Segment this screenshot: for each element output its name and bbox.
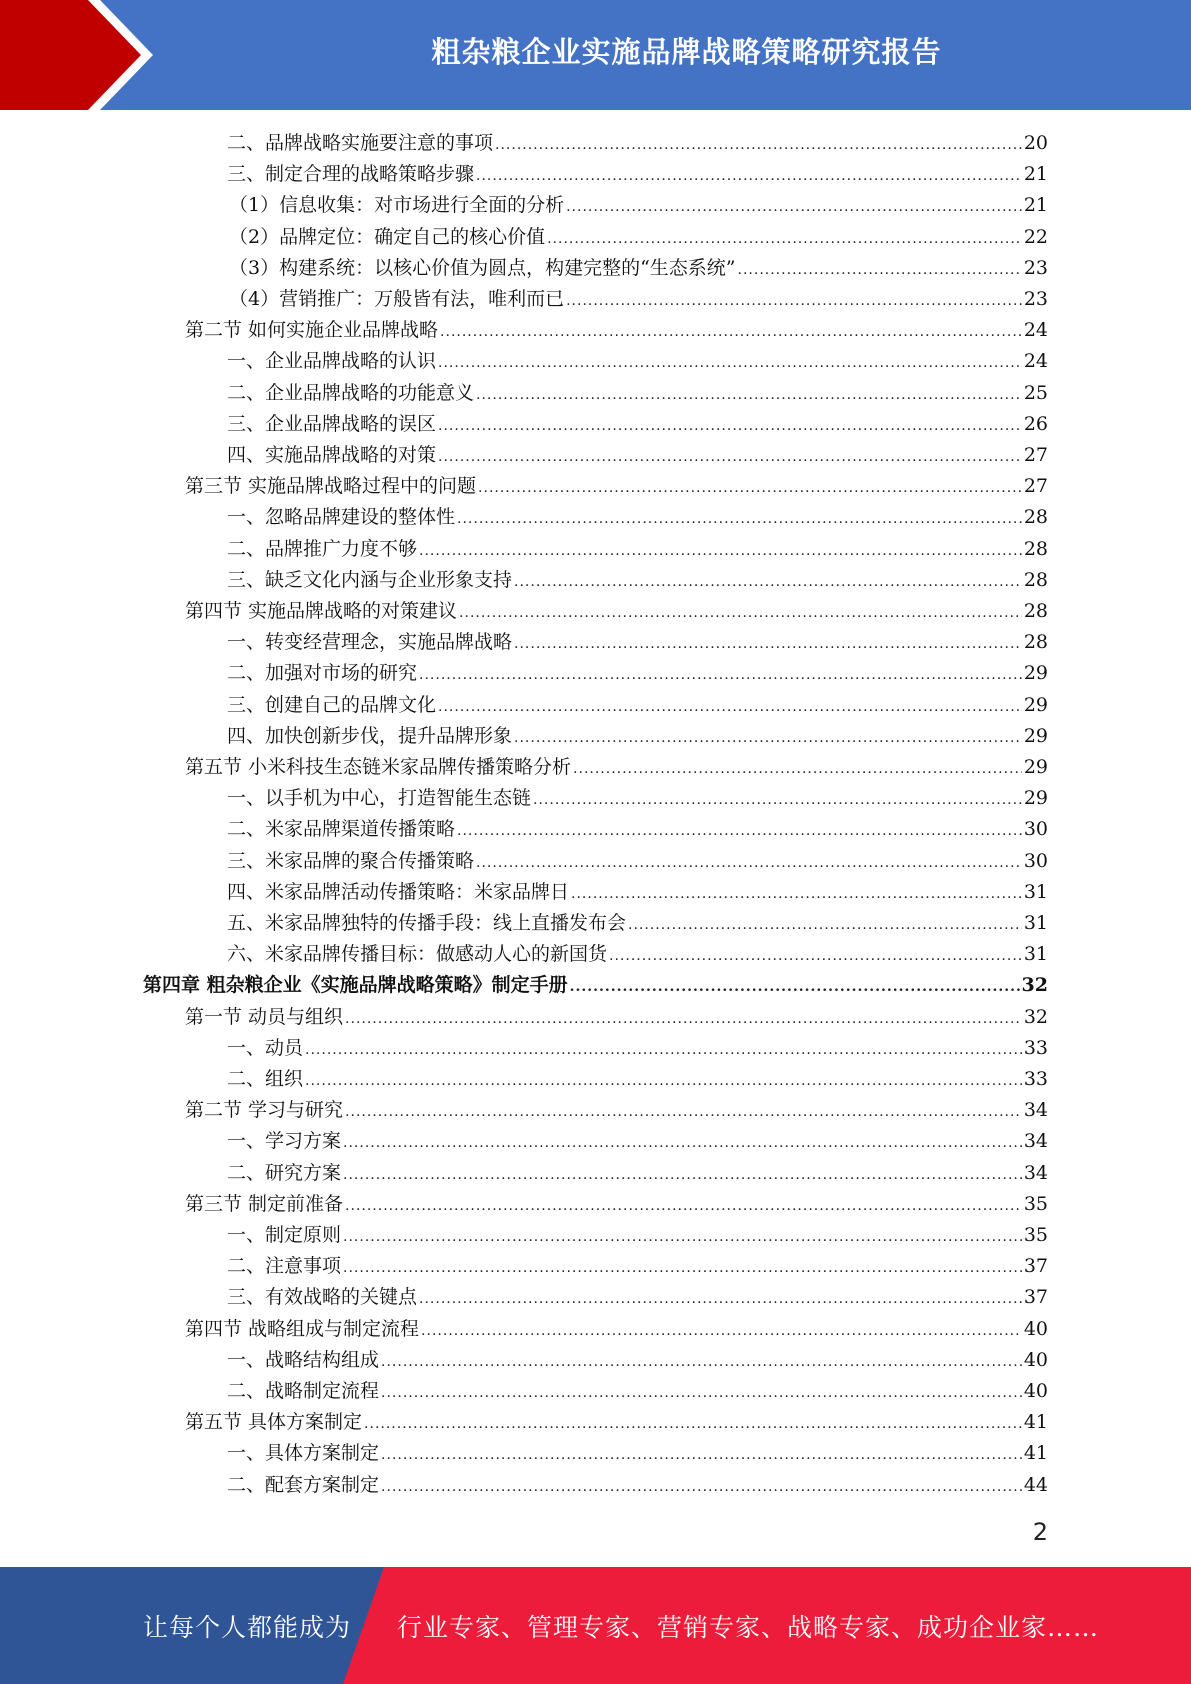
toc-entry-page: 29 [1023,787,1048,810]
toc-entry-page: 40 [1023,1348,1048,1371]
toc-entry-label: （1）信息收集：对市场进行全面的分析 [229,194,565,217]
toc-leader-dots [364,1409,1022,1439]
toc-leader-dots [421,1316,1022,1346]
toc-entry[interactable] [227,877,1048,907]
toc-entry[interactable] [185,1189,1048,1219]
toc-entry-label: 一、战略结构组成 [227,1348,380,1371]
toc-entry-label: 第三节 制定前准备 [185,1192,344,1215]
toc-entry[interactable] [227,1438,1048,1468]
toc-entry[interactable] [227,534,1048,564]
toc-entry-label: 三、创建自己的品牌文化 [227,693,437,716]
toc-entry-page: 24 [1023,319,1048,342]
toc-leader-dots [459,598,1022,628]
toc-entry[interactable] [227,939,1048,969]
toc-entry[interactable] [185,1095,1048,1125]
toc-entry[interactable] [227,378,1048,408]
toc-entry[interactable] [229,253,1048,283]
toc-entry-page: 21 [1023,194,1048,217]
toc-leader-dots [571,879,1022,909]
toc-leader-dots [343,1222,1022,1252]
toc-leader-dots [343,1160,1022,1190]
toc-entry-label: 一、企业品牌战略的认识 [227,350,437,373]
toc-entry-label: 一、转变经营理念，实施品牌战略 [227,631,513,654]
toc-entry[interactable] [185,315,1048,345]
toc-entry-page: 29 [1023,693,1048,716]
toc-entry-page: 28 [1023,631,1048,654]
toc-entry[interactable] [227,1064,1048,1094]
toc-entry[interactable] [185,752,1048,782]
toc-entry-label: 一、动员 [227,1036,304,1059]
toc-entry-page: 33 [1023,1068,1048,1090]
toc-entry-page: 34 [1023,1130,1048,1153]
toc-leader-dots [345,1191,1022,1221]
toc-entry[interactable] [227,658,1048,688]
toc-entry-page: 40 [1023,1317,1048,1340]
document-title-text: 粗杂粮企业实施品牌战略策略研究报告 [431,34,942,69]
toc-entry[interactable] [227,409,1048,439]
toc-entry[interactable] [185,1407,1048,1437]
toc-leader-dots [533,785,1022,815]
toc-entry[interactable] [229,190,1048,220]
toc-leader-dots [514,629,1022,659]
toc-entry-page: 21 [1023,163,1048,186]
toc-entry[interactable] [227,846,1048,876]
toc-entry[interactable] [227,627,1048,657]
toc-leader-dots [381,1440,1022,1470]
toc-entry[interactable] [227,128,1048,158]
toc-entry-label: 五、米家品牌独特的传播手段：线上直播发布会 [227,912,627,934]
toc-entry-page: 37 [1023,1255,1048,1278]
toc-leader-dots [381,1347,1022,1377]
toc-entry-page: 32 [1021,974,1048,997]
toc-entry[interactable] [227,1251,1048,1281]
toc-leader-dots [570,972,1020,1002]
toc-entry-label: 三、制定合理的战略策略步骤 [227,163,475,186]
toc-entry[interactable] [185,1002,1048,1032]
toc-entry-page: 27 [1023,444,1048,466]
toc-entry-label: 第二节 如何实施企业品牌战略 [185,319,439,342]
toc-entry-label: 四、实施品牌战略的对策 [227,444,437,466]
toc-entry[interactable] [227,1470,1048,1500]
toc-entry-label: 二、米家品牌渠道传播策略 [227,818,456,841]
toc-entry-label: 第四章 粗杂粮企业《实施品牌战略策略》制定手册 [143,974,568,997]
toc-entry-label: 第三节 实施品牌战略过程中的问题 [185,475,477,498]
toc-leader-dots [514,723,1022,753]
toc-leader-dots [419,536,1022,566]
page-number: 2 [1032,1518,1048,1546]
toc-entry-page: 29 [1023,724,1048,747]
toc-entry-page: 23 [1023,256,1048,279]
toc-entry-label: 三、有效战略的关键点 [227,1286,418,1309]
toc-entry-label: 四、米家品牌活动传播策略：米家品牌日 [227,880,570,903]
toc-entry-label: 一、制定原则 [227,1224,342,1246]
toc-entry-page: 29 [1023,662,1048,685]
toc-entry-page: 34 [1023,1099,1048,1122]
toc-entry-label: （4）营销推广：万般皆有法，唯利而已 [229,288,565,310]
toc-entry-label: 一、学习方案 [227,1130,342,1153]
toc-entry-page: 41 [1023,1411,1048,1434]
toc-entry-page: 33 [1023,1036,1048,1059]
toc-leader-dots [609,941,1022,971]
toc-leader-dots [476,380,1022,410]
toc-entry-page: 23 [1023,288,1048,310]
footer-slogan-right: 行业专家、管理专家、营销专家、战略专家、成功企业家…… [397,1612,1100,1642]
toc-entry-page: 41 [1023,1442,1048,1465]
toc-leader-dots [343,1253,1022,1283]
toc-entry-page: 28 [1023,537,1048,560]
toc-entry-page: 30 [1023,818,1048,841]
toc-entry-label: 三、企业品牌战略的误区 [227,412,437,435]
toc-entry-page: 29 [1023,756,1048,778]
toc-leader-dots [305,1066,1022,1096]
toc-leader-dots [738,255,1022,285]
toc-leader-dots [438,442,1022,472]
toc-entry-label: 第二节 学习与研究 [185,1099,344,1122]
toc-entry-label: 一、忽略品牌建设的整体性 [227,506,456,529]
toc-entry-label: 第四节 实施品牌战略的对策建议 [185,600,458,622]
toc-entry[interactable] [227,346,1048,376]
toc-leader-dots [495,130,1022,160]
toc-entry-page: 31 [1023,880,1048,903]
toc-entry-page: 32 [1023,1005,1048,1028]
toc-entry-label: 第五节 具体方案制定 [185,1411,363,1434]
toc-entry-label: 一、以手机为中心，打造智能生态链 [227,787,532,810]
page-header [0,0,1191,110]
toc-entry-label: 二、组织 [227,1068,304,1090]
toc-entry-label: 二、战略制定流程 [227,1380,380,1402]
toc-entry-label: 第五节 小米科技生态链米家品牌传播策略分析 [185,756,572,778]
toc-leader-dots [419,1284,1022,1314]
toc-entry-page: 24 [1023,350,1048,373]
toc-leader-dots [438,692,1022,722]
toc-entry-page: 26 [1023,412,1048,435]
toc-leader-dots [345,1097,1022,1127]
toc-entry-page: 20 [1023,132,1048,154]
toc-entry-page: 40 [1023,1380,1048,1402]
toc-entry[interactable] [227,1033,1048,1063]
toc-leader-dots [457,504,1022,534]
toc-entry[interactable] [185,596,1048,626]
toc-leader-dots [305,1035,1022,1065]
toc-leader-dots [476,848,1022,878]
toc-entry-label: 三、米家品牌的聚合传播策略 [227,849,475,872]
toc-entry[interactable] [227,783,1048,813]
toc-entry[interactable] [227,1282,1048,1312]
toc-entry-page: 22 [1023,225,1048,248]
toc-entry-label: 第四节 战略组成与制定流程 [185,1317,420,1340]
toc-entry[interactable] [229,222,1048,252]
toc-entry[interactable] [229,284,1048,314]
toc-leader-dots [343,1128,1022,1158]
toc-entry-label: 二、加强对市场的研究 [227,662,418,685]
toc-leader-dots [381,1472,1022,1502]
toc-entry-label: 第一节 动员与组织 [185,1005,344,1028]
toc-entry[interactable] [185,471,1048,501]
toc-leader-dots [478,473,1022,503]
toc-entry[interactable] [143,970,1048,1000]
toc-entry-page: 25 [1023,381,1048,404]
toc-entry-page: 27 [1023,475,1048,498]
toc-entry[interactable] [227,690,1048,720]
toc-entry-label: 四、加快创新步伐，提升品牌形象 [227,724,513,747]
toc-leader-dots [438,411,1022,441]
toc-entry[interactable] [227,814,1048,844]
toc-leader-dots [573,754,1022,784]
toc-entry-page: 35 [1023,1192,1048,1215]
toc-entry-page: 31 [1023,943,1048,966]
header-arrow-decoration [0,0,160,110]
toc-entry-page: 28 [1023,568,1048,591]
toc-entry[interactable] [227,721,1048,751]
toc-leader-dots [419,660,1022,690]
toc-entry[interactable] [227,159,1048,189]
toc-entry-label: 二、配套方案制定 [227,1473,380,1496]
toc-entry[interactable] [227,1220,1048,1250]
toc-entry[interactable] [227,1345,1048,1375]
toc-entry-page: 44 [1023,1473,1048,1496]
toc-entry-page: 34 [1023,1161,1048,1184]
toc-entry-label: 二、注意事项 [227,1255,342,1278]
footer-slogan-left: 让每个人都能成为 [143,1612,352,1642]
page-footer [0,1567,1191,1684]
toc-leader-dots [457,816,1022,846]
toc-entry-label: 三、缺乏文化内涵与企业形象支持 [227,568,513,591]
toc-entry-label: 二、企业品牌战略的功能意义 [227,381,475,404]
toc-entry[interactable] [185,1314,1048,1344]
toc-leader-dots [440,317,1022,347]
toc-leader-dots [345,1004,1022,1034]
toc-entry-page: 28 [1023,506,1048,529]
toc-leader-dots [381,1378,1022,1408]
toc-entry-page: 28 [1023,600,1048,622]
toc-entry[interactable] [227,1158,1048,1188]
toc-entry-page: 31 [1023,912,1048,934]
toc-entry-label: 一、具体方案制定 [227,1442,380,1465]
toc-entry[interactable] [227,565,1048,595]
toc-entry-label: （3）构建系统：以核心价值为圆点，构建完整的“生态系统” [229,256,736,279]
toc-entry[interactable] [227,908,1048,938]
toc-entry[interactable] [227,440,1048,470]
document-title [200,0,1191,100]
toc-entry[interactable] [227,502,1048,532]
toc-entry-label: 二、研究方案 [227,1161,342,1184]
toc-leader-dots [514,567,1022,597]
toc-leader-dots [476,161,1022,191]
toc-entry-page: 37 [1023,1286,1048,1309]
toc-entry-page: 35 [1023,1224,1048,1246]
toc-leader-dots [566,192,1022,222]
toc-leader-dots [566,286,1022,316]
toc-entry[interactable] [227,1126,1048,1156]
toc-entry[interactable] [227,1376,1048,1406]
toc-entry-page: 30 [1023,849,1048,872]
toc-entry-label: 二、品牌战略实施要注意的事项 [227,132,494,154]
toc-entry-label: 六、米家品牌传播目标：做感动人心的新国货 [227,943,608,966]
toc-leader-dots [438,348,1022,378]
toc-leader-dots [547,224,1022,254]
toc-leader-dots [628,910,1022,940]
toc-entry-label: （2）品牌定位：确定自己的核心价值 [229,225,546,248]
toc-entry-label: 二、品牌推广力度不够 [227,537,418,560]
